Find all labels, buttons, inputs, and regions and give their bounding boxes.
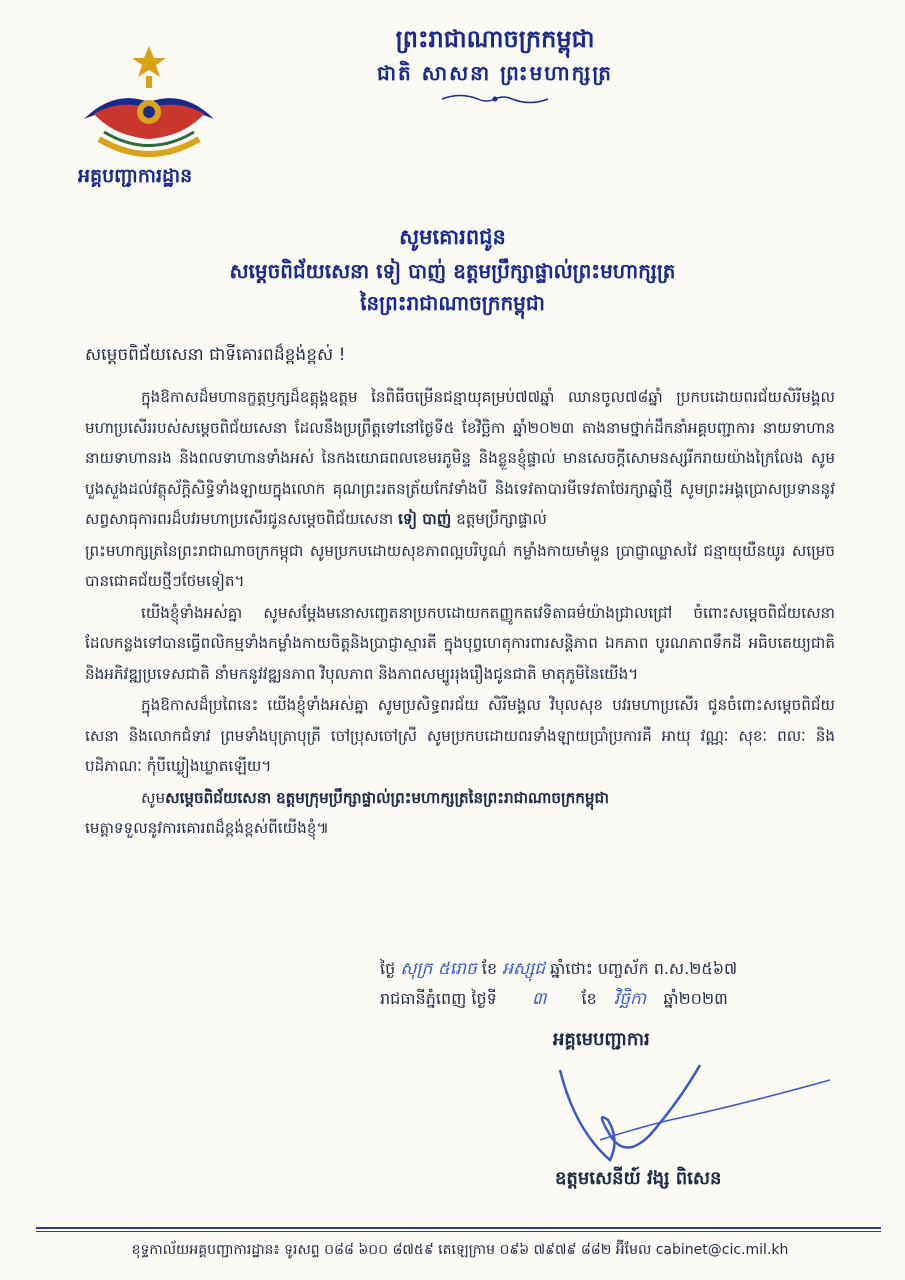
- organization-name: អគ្គបញ្ជាការដ្ឋាន: [78, 165, 193, 187]
- paragraph-1: ក្នុងឱកាសដ៏មហានក្ខត្តឫក្សដ៏ឧត្តុង្គឧត្តម នៃពិធីចម្រើនជន្មាយុគម្រប់៧៧ឆ្នាំ ឈានចូល៧៨ឆ្នាំ ប្រកបដោយពរជ័យសិរីមង្គលមហាប្រសើររបស់សម្ដេចពិជ័យសេនា ដែលនឹងប្រព្រឹត្តទៅនៅថ្ងៃទី៥ ខែវិច្ឆិកា ឆ្នាំ២០២៣ តាងនាមថ្នាក់ដឹកនាំអគ្គបញ្ជាការ នាយទាហាន នាយទាហានរង និងពលទាហានទាំងអស់ នៃកងយោធពលខេមរភូមិន្ទ និងខ្លួនខ្ញុំផ្ទាល់ មានសេចក្ដីសោមនស្សរីករាយយ៉ាងក្រៃលែង សូមបួងសួងដល់វត្ថុស័ក្ដិសិទ្ធិទាំងឡាយក្នុងលោក គុណព្រះរតនត្រ័យកែវទាំងបី និងទេវតាបារមីទេវតាថែរក្សាឆ្នាំថ្មី សូមព្រះអង្គប្រោសប្រទាននូវសព្វសាធុការពរដ៏បវរមហាប្រសើរជូនសម្ដេចពិជ័យសេនា ទៀ បាញ់ ឧត្តមប្រឹក្សាផ្ទាល់: [85, 388, 835, 528]
- solar-date-line: រាជធានីភ្នំពេញ ថ្ងៃទី ៣ ខែ វិច្ឆិកា ឆ្នាំ២០២៣: [380, 989, 728, 1009]
- letter-body: [85, 382, 835, 844]
- recipient-greeting: សូមគោរពជូន: [399, 225, 506, 249]
- kingdom-title: ព្រះរាជាណាចក្រកម្ពុជា: [395, 25, 595, 53]
- footer-divider-thin: [36, 1231, 881, 1232]
- paragraph-3: ក្នុងឱកាសដ៏ប្រពៃនេះ យើងខ្ញុំទាំងអស់គ្នា សូមប្រសិទ្ធពរជ័យ សិរីមង្គល វិបុលសុខ បវរមហាប្រសើរ ជូនចំពោះសម្ដេចពិជ័យសេនា និងលោកជំទាវ ព្រមទាំងបុត្រាបុត្រី ចៅប្រុសចៅស្រី សូមប្រកបដោយពរទាំងឡាយប្រាំប្រការគឺ អាយុ វណ្ណៈ សុខៈ ពលៈ និងបដិភាណៈ កុំបីឃ្លៀងឃ្លាតឡើយ។: [85, 696, 835, 775]
- footer-divider: [36, 1227, 881, 1229]
- handwritten-month: វិច្ឆិកា: [613, 989, 647, 1009]
- ornament-divider-icon: [440, 92, 550, 106]
- paragraph-1-cont: ព្រះមហាក្សត្រនៃព្រះរាជាណាចក្រកម្ពុជា សូមប្រកបដោយសុខភាពល្អបរិបូណ៌ កម្លាំងកាយមាំមួន ប្រាជ្ញាឈ្លាសវៃ ជន្មាយុយឺនយូរ សម្រេចបានជោគជ័យថ្មីៗថែមទៀត។: [85, 541, 835, 590]
- recipient-name: សម្ដេចពិជ័យសេនា ទៀ បាញ់ ឧត្តមប្រឹក្សាផ្ទាល់ព្រះមហាក្សត្រ: [229, 259, 676, 283]
- honoree-name: ទៀ បាញ់: [398, 510, 452, 528]
- salutation: សម្ដេចពិជ័យសេនា ជាទីគោរពដ៏ខ្ពង់ខ្ពស់ !: [85, 345, 346, 365]
- military-emblem-icon: [74, 44, 224, 164]
- footer-contact: ខុទ្ទកាល័យអគ្គបញ្ជាការដ្ឋាន៖ ទូរសព្ទ ០៨៨ ៦០០ ៨៧៥៩ តេឡេក្រាម ០៩៦ ៧៩៧៩ ៨៨២ អ៊ីមែល cabinet@cic.mil.kh: [131, 1242, 789, 1258]
- handwritten-date: ៣: [531, 989, 547, 1009]
- lunar-date-line: ថ្ងៃ សុក្រ ៥រោច ខែ អស្សុជ ឆ្នាំថោះ បញ្ចស័ក ព.ស.២៥៦៧: [380, 959, 738, 979]
- signatory-name: ឧត្តមសេនីយ៍ វង្ស ពិសេន: [555, 1168, 722, 1189]
- signatory-title: អគ្គមេបញ្ជាការ: [553, 1029, 650, 1050]
- handwritten-lunar-month: អស្សុជ: [502, 959, 546, 979]
- paragraph-2: យើងខ្ញុំទាំងអស់គ្នា សូមសម្ដែងមនោសញ្ចេតនាប្រកបដោយកតញ្ញូកតវេទិតាធម៌យ៉ាងជ្រាលជ្រៅ ចំពោះសម្ដេចពិជ័យសេនា ដែលកន្លងទៅបានធ្វើពលិកម្មទាំងកម្លាំងកាយចិត្តនិងប្រាជ្ញាស្មារតី ក្នុងបុព្វហេតុការពារសន្តិភាព ឯកភាព បូរណភាពទឹកដី អធិបតេយ្យជាតិ និងអភិវឌ្ឍប្រទេសជាតិ នាំមកនូវវឌ្ឍនភាព វិបុលភាព និងភាពសម្បូររុងរឿងជូនជាតិ មាតុភូមិនៃយើង។: [85, 603, 835, 683]
- handwritten-day: សុក្រ ៥រោច: [400, 959, 477, 979]
- recipient-title: នៃព្រះរាជាណាចក្រកម្ពុជា: [360, 291, 545, 315]
- national-motto: ជាតិ សាសនា ព្រះមហាក្សត្រ: [377, 61, 613, 85]
- paragraph-closing: សូមសម្ដេចពិជ័យសេនា ឧត្តមក្រុមប្រឹក្សាផ្ទាល់ព្រះមហាក្សត្រនៃព្រះរាជាណាចក្រកម្ពុជា មេត្តាទទួលនូវការគោរពដ៏ខ្ពង់ខ្ពស់ពីយើងខ្ញុំ៕: [85, 788, 609, 837]
